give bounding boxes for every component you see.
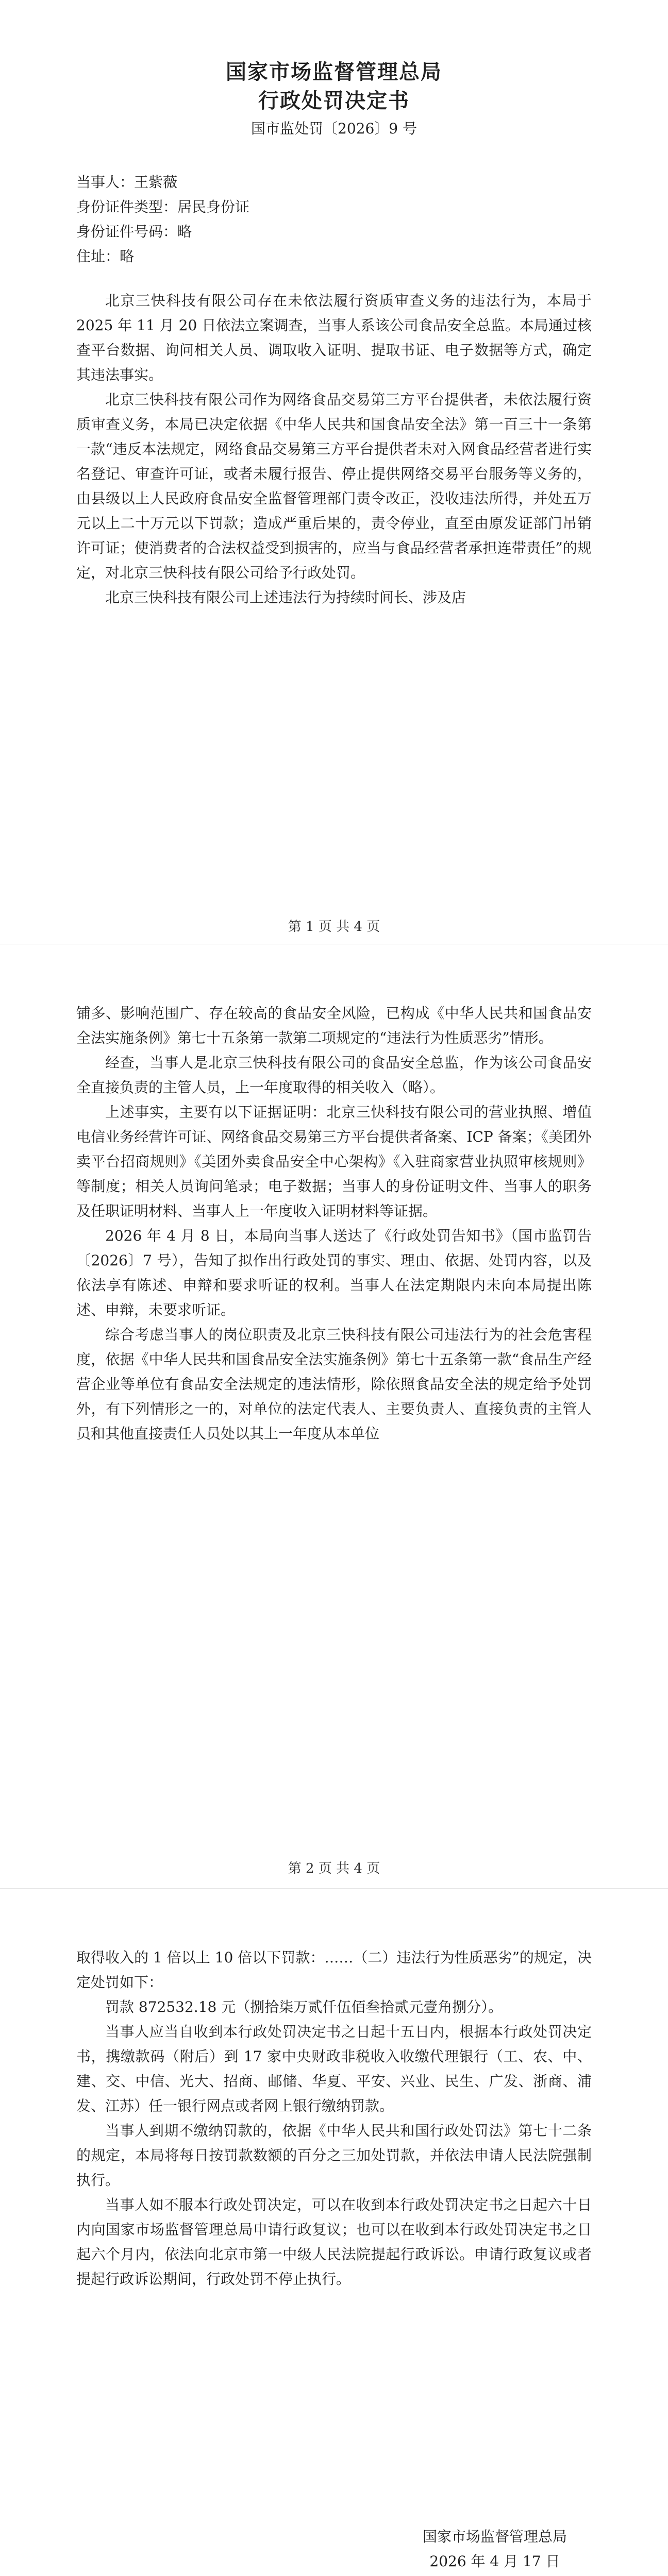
party-info	[76, 170, 592, 269]
paragraph-legal-basis: 综合考虑当事人的岗位职责及北京三快科技有限公司违法行为的社会危害程度，依据《中华人民共和国食品安全法实施条例》第七十五条第一款“食品生产经营企业等单位有食品安全法规定的违法情形，除依照食品安全法的规定给予处罚外，有下列情形之一的，对单位的法定代表人、主要负责人、直接负责的主管人员和其他直接责任人员处以其上一年度从本单位	[76, 1326, 592, 1442]
party-id-type-value: 居民身份证	[177, 198, 250, 215]
party-address-line	[76, 244, 592, 269]
paragraph-notice-served: 2026 年 4 月 8 日，本局向当事人送达了《行政处罚告知书》（国市监罚告〔2026〕7 号），告知了拟作出行政处罚的事实、理由、依据、处罚内容，以及依法享有陈述、申辩和要求听证的权利。当事人在法定期限内未向本局提出陈述、申辩，未要求听证。	[76, 1227, 592, 1318]
paragraph-decision-continued: 取得收入的 1 倍以上 10 倍以下罚款：……（二）违法行为性质恶劣”的规定，决定处罚如下：	[76, 1949, 592, 1991]
party-address-label: 住址：	[76, 248, 120, 265]
party-name-line	[76, 170, 592, 195]
party-name-value: 王紫薇	[134, 174, 178, 191]
party-name-label: 当事人：	[76, 174, 135, 191]
party-id-number-value: 略	[177, 223, 192, 240]
page-1-number: 第 1 页 共 4 页	[288, 919, 380, 935]
paragraph-severity-continued: 铺多、影响范围广、存在较高的食品安全风险，已构成《中华人民共和国食品安全法实施条例》第七十五条第一款第二项规定的“违法行为性质恶劣”情形。	[76, 1005, 592, 1046]
page-2-number: 第 2 页 共 4 页	[288, 1861, 380, 1876]
document-page-2	[0, 944, 668, 1889]
page-1-body	[76, 289, 592, 610]
paragraph-payment-instructions: 当事人应当自收到本行政处罚决定书之日起十五日内，根据本行政处罚决定书，携缴款码（附后）到 17 家中央财政非税收入收缴代理银行（工、农、中、建、交、中信、光大、招商、邮储、华夏、平安、兴业、民生、广发、浙商、浦发、江苏）任一银行网点或者网上银行缴纳罚款。	[76, 2023, 592, 2114]
page-3-body	[76, 1945, 592, 2292]
paragraph-late-payment: 当事人到期不缴纳罚款的，依据《中华人民共和国行政处罚法》第七十二条的规定，本局将每日按罚款数额的百分之三加处罚款，并依法申请人民法院强制执行。	[76, 2122, 592, 2189]
document-page-3	[0, 1889, 668, 2576]
paragraph-case-filing: 北京三快科技有限公司存在未依法履行资质审查义务的违法行为，本局于 2025 年 11 月 20 日依法立案调查，当事人系该公司食品安全总监。本局通过核查平台数据、询问相关人员、调取收入证明、提取书证、电子数据等方式，确定其违法事实。	[76, 292, 592, 383]
document-type-title: 行政处罚决定书	[258, 89, 410, 113]
document-number: 国市监处罚〔2026〕9 号	[251, 120, 417, 137]
page-2-body	[76, 1001, 592, 1446]
signing-agency: 国家市场监督管理总局	[422, 2528, 567, 2545]
agency-title: 国家市场监督管理总局	[226, 60, 442, 84]
paragraph-platform-violation: 北京三快科技有限公司作为网络食品交易第三方平台提供者，未依法履行资质审查义务，本局已决定依据《中华人民共和国食品安全法》第一百三十一条第一款“违反本法规定，网络食品交易第三方平台提供者未对入网食品经营者进行实名登记、审查许可证，或者未履行报告、停止提供网络交易平台服务等义务的，由县级以上人民政府食品安全监督管理部门责令改正，没收违法所得，并处五万元以上二十万元以下罚款；造成严重后果的，责令停业，直至由原发证部门吊销许可证；使消费者的合法权益受到损害的，应当与食品经营者承担连带责任”的规定，对北京三快科技有限公司给予行政处罚。	[76, 391, 592, 581]
signature-block	[423, 2524, 567, 2574]
document-page-1	[0, 0, 668, 944]
party-address-value: 略	[120, 248, 135, 265]
signing-date: 2026 年 4 月 17 日	[429, 2553, 560, 2570]
paragraph-duration-start: 北京三快科技有限公司上述违法行为持续时间长、涉及店	[105, 589, 466, 606]
party-id-number-line	[76, 219, 592, 244]
paragraph-appeal-rights: 当事人如不服本行政处罚决定，可以在收到本行政处罚决定书之日起六十日内向国家市场监督管理总局申请行政复议；也可以在收到本行政处罚决定书之日起六个月内，依法向北京市第一中级人民法院提起行政诉讼。申请行政复议或者提起行政诉讼期间，行政处罚不停止执行。	[76, 2196, 592, 2287]
party-id-type-label: 身份证件类型：	[76, 198, 178, 215]
paragraph-party-role: 经查，当事人是北京三快科技有限公司的食品安全总监，作为该公司食品安全直接负责的主管人员，上一年度取得的相关收入（略）。	[76, 1054, 592, 1096]
paragraph-fine-amount: 罚款 872532.18 元（捌拾柒万贰仟伍佰叁拾贰元壹角捌分）。	[105, 1998, 503, 2015]
party-id-number-label: 身份证件号码：	[76, 223, 178, 240]
party-id-type-line	[76, 195, 592, 219]
paragraph-evidence: 上述事实，主要有以下证据证明：北京三快科技有限公司的营业执照、增值电信业务经营许可证、网络食品交易第三方平台提供者备案、ICP 备案；《美团外卖平台招商规则》《美团外卖食品安全中心架构》《入驻商家营业执照审核规则》等制度；相关人员询问笔录；电子数据；当事人的身份证明文件、当事人的职务及任职证明材料、当事人上一年度收入证明材料等证据。	[76, 1104, 592, 1219]
page-1-header	[76, 58, 592, 140]
